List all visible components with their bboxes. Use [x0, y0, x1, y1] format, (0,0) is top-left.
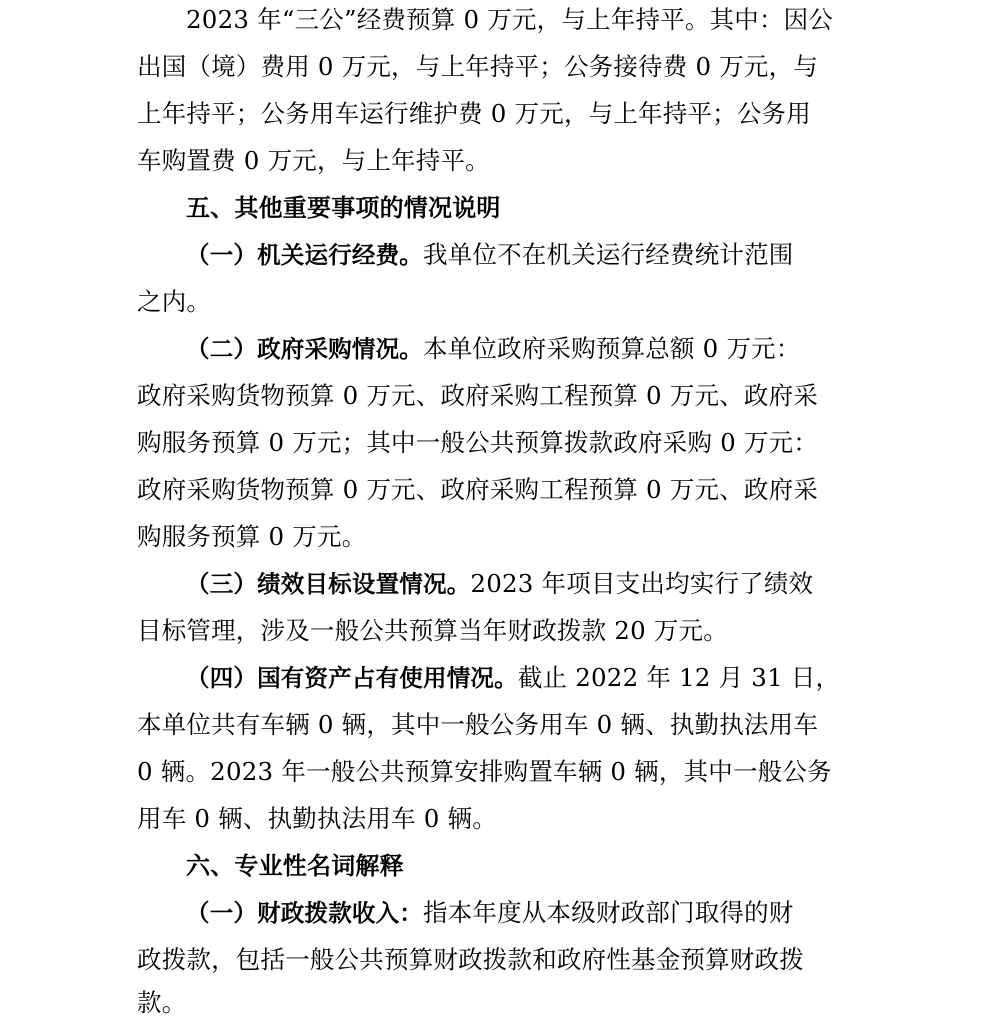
paragraph-line: 上年持平；公务用车运行维护费 0 万元，与上年持平；公务用: [137, 99, 811, 128]
item-line: 本单位共有车辆 0 辆，其中一般公务用车 0 辆、执勤执法用车: [137, 710, 819, 739]
item-line: [186, 331, 801, 367]
item-line: 购服务预算 0 万元；其中一般公共预算拨款政府采购 0 万元：: [137, 428, 819, 457]
item-label: （二）政府采购情况。: [186, 335, 423, 363]
item-text: 本单位政府采购预算总额 0 万元：: [423, 334, 801, 363]
item-line: 之内。: [137, 287, 212, 316]
item-line: 购服务预算 0 万元。: [137, 522, 367, 551]
item-line: 用车 0 辆、执勤执法用车 0 辆。: [137, 804, 497, 833]
item-line: 目标管理，涉及一般公共预算当年财政拨款 20 万元。: [137, 616, 728, 645]
paragraph-line: 出国（境）费用 0 万元，与上年持平；公务接待费 0 万元，与: [137, 52, 819, 81]
item-label: （一）财政拨款收入：: [186, 899, 423, 927]
item-line: 政拨款，包括一般公共预算财政拨款和政府性基金预算财政拨: [137, 945, 804, 974]
item-line: 0 辆。2023 年一般公共预算安排购置车辆 0 辆，其中一般公务: [137, 757, 832, 786]
item-label: （一）机关运行经费。: [186, 241, 423, 269]
document-page: [137, 0, 867, 1023]
item-text: 截止 2022 年 12 月 31 日，: [517, 663, 841, 692]
item-text: 我单位不在机关运行经费统计范围: [423, 240, 794, 269]
item-line: [186, 660, 840, 696]
item-text: 指本年度从本级财政部门取得的财: [423, 898, 794, 927]
paragraph-line: 2023 年“三公”经费预算 0 万元，与上年持平。其中：因公: [186, 5, 834, 34]
paragraph-line: 车购置费 0 万元，与上年持平。: [137, 146, 490, 175]
item-label: （四）国有资产占有使用情况。: [186, 664, 518, 692]
item-line: [186, 566, 813, 602]
section-heading: 五、其他重要事项的情况说明: [186, 194, 501, 222]
item-line: 政府采购货物预算 0 万元、政府采购工程预算 0 万元、政府采: [137, 381, 819, 410]
item-text: 2023 年项目支出均实行了绩效: [470, 569, 814, 598]
item-line: [186, 237, 794, 273]
item-line: [186, 895, 794, 931]
item-line: 款。: [137, 988, 187, 1017]
item-label: （三）绩效目标设置情况。: [186, 570, 471, 598]
section-heading: 六、专业性名词解释: [186, 852, 404, 880]
item-line: 政府采购货物预算 0 万元、政府采购工程预算 0 万元、政府采: [137, 475, 819, 504]
